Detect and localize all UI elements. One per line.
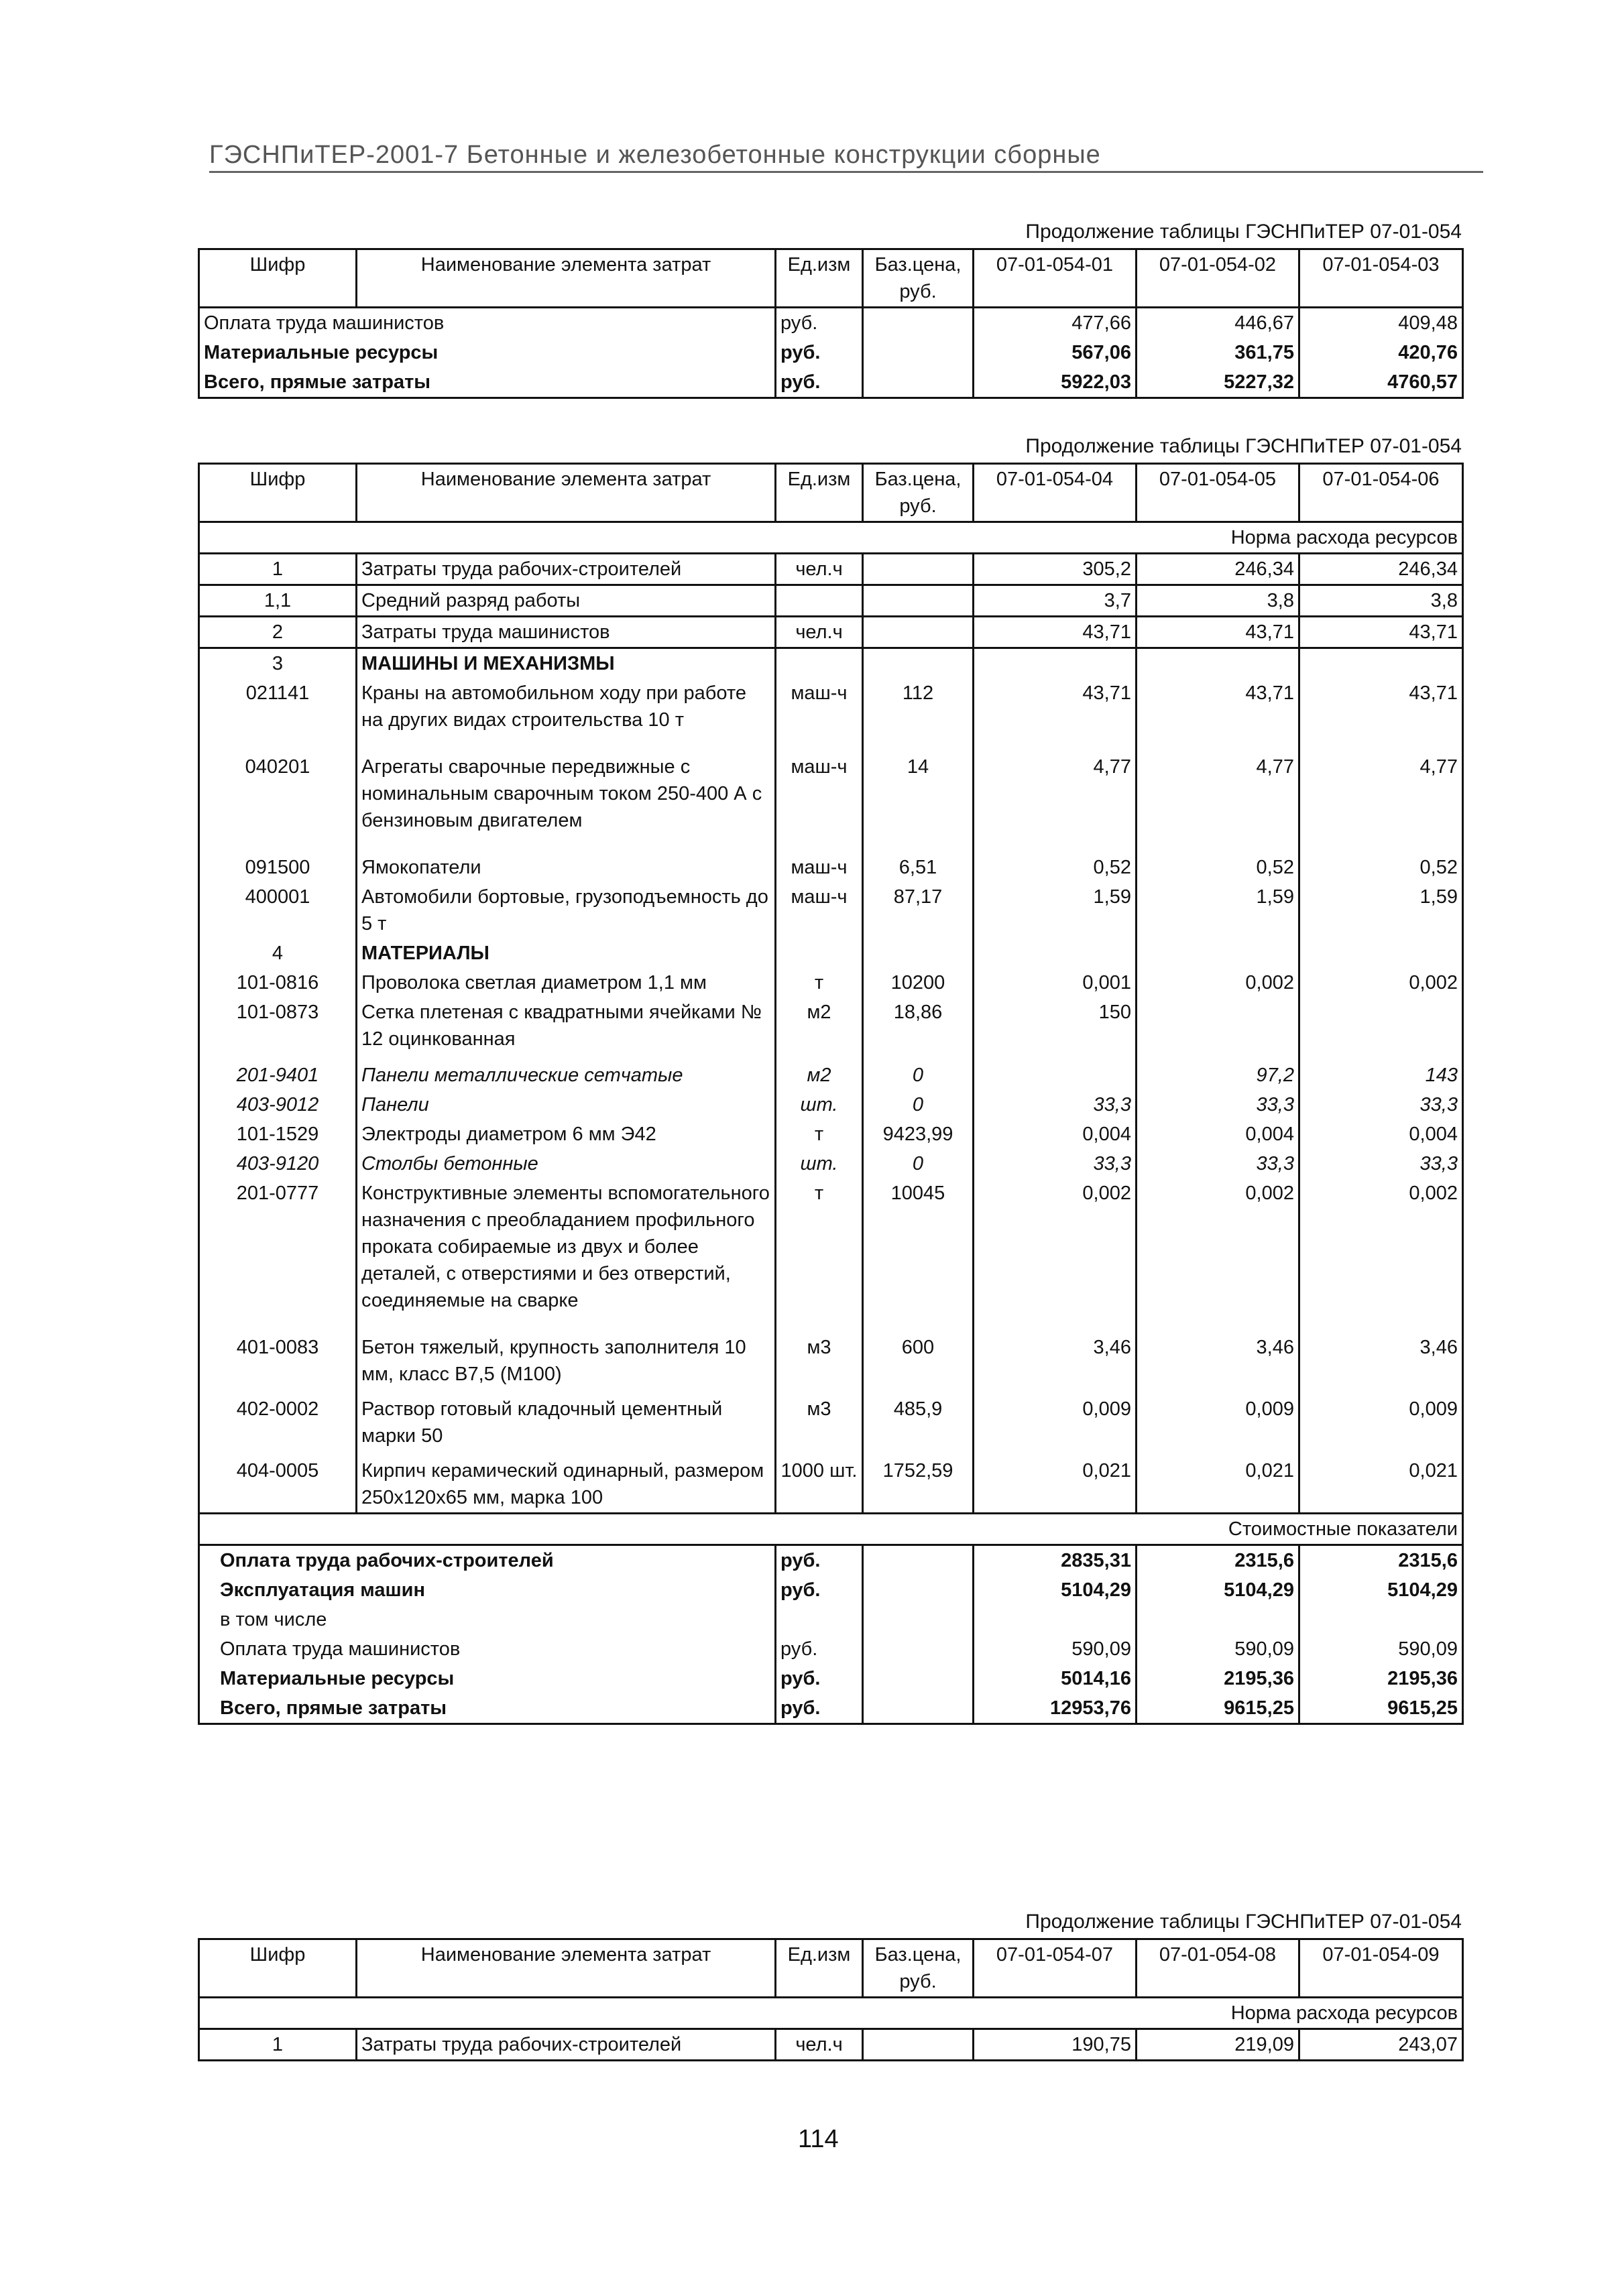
col-norm-header: 07-01-054-02 <box>1137 249 1299 308</box>
row-value: 409,48 <box>1299 308 1463 339</box>
row-name: Электроды диаметром 6 мм Э42 <box>357 1120 776 1149</box>
row-value: 0,002 <box>1299 968 1463 998</box>
row-unit: м2 <box>776 998 863 1061</box>
row-name: Конструктивные элементы вспомогательного назначения с преобладанием профильного проката собираемые из двух и более деталей, с отверстиями и без отверстий, соединяемые на сварке <box>357 1179 776 1333</box>
row-price: 18,86 <box>863 998 974 1061</box>
row-price <box>863 1575 974 1605</box>
table-caption: Продолжение таблицы ГЭСНПиТЕР 07-01-054 <box>1025 221 1462 243</box>
row-unit: руб. <box>776 308 863 339</box>
table-row <box>199 998 1463 1061</box>
col-unit-header: Ед.изм <box>776 249 863 308</box>
header-row <box>199 249 1463 308</box>
row-name: Затраты труда рабочих-строителей <box>357 2029 776 2061</box>
row-code: 402-0002 <box>199 1394 357 1456</box>
table-row <box>199 648 1463 679</box>
row-value: 4,77 <box>974 752 1137 853</box>
row-value <box>1299 998 1463 1061</box>
row-value: 3,46 <box>1299 1333 1463 1394</box>
row-name: МАШИНЫ И МЕХАНИЗМЫ <box>357 648 776 679</box>
cost-row <box>199 1605 1463 1634</box>
row-unit: м3 <box>776 1394 863 1456</box>
row-code: 4 <box>199 939 357 968</box>
row-value <box>1137 648 1299 679</box>
row-unit: м3 <box>776 1333 863 1394</box>
row-code: 201-0777 <box>199 1179 357 1333</box>
row-name: Эксплуатация машин <box>199 1575 776 1605</box>
row-price: 600 <box>863 1333 974 1394</box>
row-name: Оплата труда рабочих-строителей <box>199 1545 776 1576</box>
row-price <box>863 939 974 968</box>
table-row <box>199 367 1463 398</box>
row-value: 0,021 <box>1137 1456 1299 1514</box>
row-value: 0,009 <box>974 1394 1137 1456</box>
row-unit <box>776 585 863 617</box>
row-value: 33,3 <box>974 1090 1137 1120</box>
row-value: 3,46 <box>1137 1333 1299 1394</box>
row-unit <box>776 1605 863 1634</box>
row-unit: шт. <box>776 1090 863 1120</box>
row-name: Автомобили бортовые, грузоподъемность до 5 т <box>357 882 776 939</box>
row-value: 150 <box>974 998 1137 1061</box>
row-unit: шт. <box>776 1149 863 1179</box>
page-number: 114 <box>798 2125 839 2153</box>
row-name: Всего, прямые затраты <box>199 367 776 398</box>
row-name: Панели <box>357 1090 776 1120</box>
row-value: 2315,6 <box>1299 1545 1463 1576</box>
row-value: 0,52 <box>1299 853 1463 882</box>
row-value: 2195,36 <box>1137 1664 1299 1693</box>
row-value: 43,71 <box>1137 617 1299 648</box>
row-name: Затраты труда рабочих-строителей <box>357 554 776 585</box>
col-code-header: Шифр <box>199 249 357 308</box>
table-row <box>199 1456 1463 1514</box>
table-row <box>199 1394 1463 1456</box>
row-name: МАТЕРИАЛЫ <box>357 939 776 968</box>
row-name: Материальные ресурсы <box>199 338 776 367</box>
row-value: 0,002 <box>974 1179 1137 1333</box>
row-value: 43,71 <box>974 678 1137 752</box>
row-value: 0,004 <box>1299 1120 1463 1149</box>
row-code: 403-9120 <box>199 1149 357 1179</box>
row-value: 12953,76 <box>974 1693 1137 1724</box>
table-row <box>199 585 1463 617</box>
row-unit: маш-ч <box>776 882 863 939</box>
resource-table-2 <box>198 463 1464 1725</box>
row-value: 420,76 <box>1299 338 1463 367</box>
row-unit: руб. <box>776 1545 863 1576</box>
row-value <box>1299 648 1463 679</box>
row-price: 0 <box>863 1149 974 1179</box>
row-code: 403-9012 <box>199 1090 357 1120</box>
row-value: 3,46 <box>974 1333 1137 1394</box>
row-value: 97,2 <box>1137 1061 1299 1090</box>
row-value: 5227,32 <box>1137 367 1299 398</box>
table-row <box>199 678 1463 752</box>
col-norm-header: 07-01-054-03 <box>1299 249 1463 308</box>
row-price: 14 <box>863 752 974 853</box>
row-value: 43,71 <box>1137 678 1299 752</box>
norm-label: Норма расхода ресурсов <box>199 522 1463 554</box>
row-name: Затраты труда машинистов <box>357 617 776 648</box>
row-price <box>863 1664 974 1693</box>
row-unit: м2 <box>776 1061 863 1090</box>
row-value: 0,002 <box>1137 968 1299 998</box>
col-norm-header: 07-01-054-08 <box>1137 1939 1299 1998</box>
row-unit: 1000 шт. <box>776 1456 863 1514</box>
row-value: 5014,16 <box>974 1664 1137 1693</box>
row-value: 361,75 <box>1137 338 1299 367</box>
row-value: 2315,6 <box>1137 1545 1299 1576</box>
row-price <box>863 1693 974 1724</box>
row-value: 4,77 <box>1137 752 1299 853</box>
col-code-header: Шифр <box>199 1939 357 1998</box>
row-unit: руб. <box>776 1575 863 1605</box>
row-value: 43,71 <box>974 617 1137 648</box>
row-value: 33,3 <box>1137 1149 1299 1179</box>
row-value: 0,52 <box>974 853 1137 882</box>
row-name: Бетон тяжелый, крупность заполнителя 10 мм, класс В7,5 (М100) <box>357 1333 776 1394</box>
cost-row <box>199 1664 1463 1693</box>
row-price <box>863 367 974 398</box>
row-value: 0,009 <box>1137 1394 1299 1456</box>
row-unit: маш-ч <box>776 853 863 882</box>
row-value <box>1137 939 1299 968</box>
row-value <box>974 648 1137 679</box>
table-row <box>199 338 1463 367</box>
col-norm-header: 07-01-054-04 <box>974 464 1137 522</box>
row-unit: т <box>776 968 863 998</box>
row-name: Проволока светлая диаметром 1,1 мм <box>357 968 776 998</box>
row-value <box>1137 998 1299 1061</box>
col-norm-header: 07-01-054-05 <box>1137 464 1299 522</box>
row-price: 0 <box>863 1090 974 1120</box>
resource-rows <box>199 554 1463 1514</box>
table-row <box>199 308 1463 339</box>
row-value: 246,34 <box>1137 554 1299 585</box>
row-value: 1,59 <box>1137 882 1299 939</box>
row-unit: руб. <box>776 367 863 398</box>
row-price <box>863 648 974 679</box>
row-value: 243,07 <box>1299 2029 1463 2061</box>
row-price: 10200 <box>863 968 974 998</box>
row-value: 590,09 <box>1299 1634 1463 1664</box>
row-price: 112 <box>863 678 974 752</box>
col-price-header: Баз.цена, руб. <box>863 464 974 522</box>
col-norm-header: 07-01-054-07 <box>974 1939 1137 1998</box>
row-unit: чел.ч <box>776 554 863 585</box>
row-name: Панели металлические сетчатые <box>357 1061 776 1090</box>
row-code: 091500 <box>199 853 357 882</box>
table-row <box>199 1333 1463 1394</box>
col-name-header: Наименование элемента затрат <box>357 464 776 522</box>
cost-label: Стоимостные показатели <box>199 1514 1463 1545</box>
row-value: 9615,25 <box>1299 1693 1463 1724</box>
row-value: 567,06 <box>974 338 1137 367</box>
row-value: 2835,31 <box>974 1545 1137 1576</box>
col-name-header: Наименование элемента затрат <box>357 249 776 308</box>
row-value: 5104,29 <box>1299 1575 1463 1605</box>
row-code: 401-0083 <box>199 1333 357 1394</box>
row-price <box>863 1605 974 1634</box>
row-unit <box>776 648 863 679</box>
row-price: 87,17 <box>863 882 974 939</box>
cost-rows <box>199 1545 1463 1724</box>
table-row <box>199 554 1463 585</box>
row-name: Сетка плетеная с квадратными ячейками № 12 оцинкованная <box>357 998 776 1061</box>
row-value: 33,3 <box>1137 1090 1299 1120</box>
row-value: 4,77 <box>1299 752 1463 853</box>
row-name: Средний разряд работы <box>357 585 776 617</box>
row-value: 190,75 <box>974 2029 1137 2061</box>
row-value: 9615,25 <box>1137 1693 1299 1724</box>
row-price: 485,9 <box>863 1394 974 1456</box>
table-2-block <box>198 430 1462 1725</box>
table-row <box>199 1149 1463 1179</box>
cost-row <box>199 1693 1463 1724</box>
row-unit: т <box>776 1120 863 1149</box>
row-price <box>863 1634 974 1664</box>
running-title: ГЭСНПиТЕР-2001-7 Бетонные и железобетонные конструкции сборные <box>209 141 1483 173</box>
row-value: 1,59 <box>1299 882 1463 939</box>
row-unit: маш-ч <box>776 752 863 853</box>
row-value: 33,3 <box>1299 1149 1463 1179</box>
row-value: 43,71 <box>1299 617 1463 648</box>
row-unit <box>776 939 863 968</box>
row-value <box>974 1061 1137 1090</box>
row-code: 101-0816 <box>199 968 357 998</box>
row-value <box>1299 1605 1463 1634</box>
norm-label-row <box>199 1998 1463 2029</box>
table-row <box>199 1120 1463 1149</box>
row-code: 1 <box>199 2029 357 2061</box>
row-value: 0,002 <box>1299 1179 1463 1333</box>
row-name: Столбы бетонные <box>357 1149 776 1179</box>
row-unit: руб. <box>776 1664 863 1693</box>
row-code: 040201 <box>199 752 357 853</box>
row-code: 2 <box>199 617 357 648</box>
table-row <box>199 1061 1463 1090</box>
row-value: 143 <box>1299 1061 1463 1090</box>
col-code-header: Шифр <box>199 464 357 522</box>
header-row <box>199 464 1463 522</box>
row-price: 9423,99 <box>863 1120 974 1149</box>
table-row <box>199 617 1463 648</box>
row-unit: чел.ч <box>776 617 863 648</box>
table-row <box>199 939 1463 968</box>
row-name: Краны на автомобильном ходу при работе на других видах строительства 10 т <box>357 678 776 752</box>
row-price: 1752,59 <box>863 1456 974 1514</box>
row-code: 101-1529 <box>199 1120 357 1149</box>
row-price <box>863 2029 974 2061</box>
row-name: Материальные ресурсы <box>199 1664 776 1693</box>
row-code: 1,1 <box>199 585 357 617</box>
row-price <box>863 1545 974 1576</box>
row-value: 3,8 <box>1137 585 1299 617</box>
row-value: 0,004 <box>974 1120 1137 1149</box>
row-value: 3,7 <box>974 585 1137 617</box>
cost-row <box>199 1545 1463 1576</box>
row-name: Оплата труда машинистов <box>199 1634 776 1664</box>
row-name: Раствор готовый кладочный цементный марки 50 <box>357 1394 776 1456</box>
row-price <box>863 338 974 367</box>
table-row <box>199 2029 1463 2061</box>
row-price <box>863 585 974 617</box>
row-value: 4760,57 <box>1299 367 1463 398</box>
table-row <box>199 853 1463 882</box>
table-row <box>199 882 1463 939</box>
col-norm-header: 07-01-054-09 <box>1299 1939 1463 1998</box>
row-value: 0,004 <box>1137 1120 1299 1149</box>
row-value: 0,021 <box>1299 1456 1463 1514</box>
row-price <box>863 554 974 585</box>
row-code: 1 <box>199 554 357 585</box>
row-value <box>1137 1605 1299 1634</box>
row-code: 400001 <box>199 882 357 939</box>
table-caption: Продолжение таблицы ГЭСНПиТЕР 07-01-054 <box>1025 1911 1462 1933</box>
cost-row <box>199 1634 1463 1664</box>
row-value: 590,09 <box>1137 1634 1299 1664</box>
col-name-header: Наименование элемента затрат <box>357 1939 776 1998</box>
table-row <box>199 1090 1463 1120</box>
row-unit: чел.ч <box>776 2029 863 2061</box>
row-value: 33,3 <box>1299 1090 1463 1120</box>
row-value: 590,09 <box>974 1634 1137 1664</box>
row-name: Ямокопатели <box>357 853 776 882</box>
table-caption: Продолжение таблицы ГЭСНПиТЕР 07-01-054 <box>1025 435 1462 457</box>
row-value <box>974 939 1137 968</box>
row-code: 3 <box>199 648 357 679</box>
table-row <box>199 752 1463 853</box>
col-unit-header: Ед.изм <box>776 1939 863 1998</box>
row-name: в том числе <box>199 1605 776 1634</box>
row-code: 101-0873 <box>199 998 357 1061</box>
row-value: 1,59 <box>974 882 1137 939</box>
row-unit: т <box>776 1179 863 1333</box>
row-value: 5104,29 <box>1137 1575 1299 1605</box>
cost-label-row <box>199 1514 1463 1545</box>
col-norm-header: 07-01-054-01 <box>974 249 1137 308</box>
row-value: 446,67 <box>1137 308 1299 339</box>
norm-label: Норма расхода ресурсов <box>199 1998 1463 2029</box>
row-name: Оплата труда машинистов <box>199 308 776 339</box>
row-value: 477,66 <box>974 308 1137 339</box>
row-value: 0,52 <box>1137 853 1299 882</box>
row-value: 0,001 <box>974 968 1137 998</box>
row-value: 0,021 <box>974 1456 1137 1514</box>
norm-label-row <box>199 522 1463 554</box>
row-value <box>1299 939 1463 968</box>
row-price: 6,51 <box>863 853 974 882</box>
row-code: 021141 <box>199 678 357 752</box>
row-unit: руб. <box>776 1634 863 1664</box>
cost-table-1 <box>198 248 1464 399</box>
row-value: 5922,03 <box>974 367 1137 398</box>
row-name: Всего, прямые затраты <box>199 1693 776 1724</box>
row-value: 219,09 <box>1137 2029 1299 2061</box>
row-value: 3,8 <box>1299 585 1463 617</box>
row-value: 0,009 <box>1299 1394 1463 1456</box>
row-code: 201-9401 <box>199 1061 357 1090</box>
row-value: 43,71 <box>1299 678 1463 752</box>
row-value: 2195,36 <box>1299 1664 1463 1693</box>
row-price <box>863 308 974 339</box>
row-value: 246,34 <box>1299 554 1463 585</box>
col-unit-header: Ед.изм <box>776 464 863 522</box>
header-row <box>199 1939 1463 1998</box>
row-unit: маш-ч <box>776 678 863 752</box>
row-value: 33,3 <box>974 1149 1137 1179</box>
col-norm-header: 07-01-054-06 <box>1299 464 1463 522</box>
table-row <box>199 968 1463 998</box>
resource-table-3 <box>198 1938 1464 2061</box>
row-value: 305,2 <box>974 554 1137 585</box>
row-value: 5104,29 <box>974 1575 1137 1605</box>
col-price-header: Баз.цена, руб. <box>863 249 974 308</box>
row-price: 0 <box>863 1061 974 1090</box>
row-price: 10045 <box>863 1179 974 1333</box>
row-price <box>863 617 974 648</box>
row-value: 0,002 <box>1137 1179 1299 1333</box>
row-code: 404-0005 <box>199 1456 357 1514</box>
row-unit: руб. <box>776 338 863 367</box>
cost-row <box>199 1575 1463 1605</box>
row-unit: руб. <box>776 1693 863 1724</box>
table-row <box>199 1179 1463 1333</box>
row-name: Кирпич керамический одинарный, размером 250х120х65 мм, марка 100 <box>357 1456 776 1514</box>
row-name: Агрегаты сварочные передвижные с номинальным сварочным током 250-400 А с бензиновым двигателем <box>357 752 776 853</box>
table-1-block <box>198 216 1462 399</box>
col-price-header: Баз.цена, руб. <box>863 1939 974 1998</box>
table-3-block <box>198 1906 1462 2061</box>
row-value <box>974 1605 1137 1634</box>
